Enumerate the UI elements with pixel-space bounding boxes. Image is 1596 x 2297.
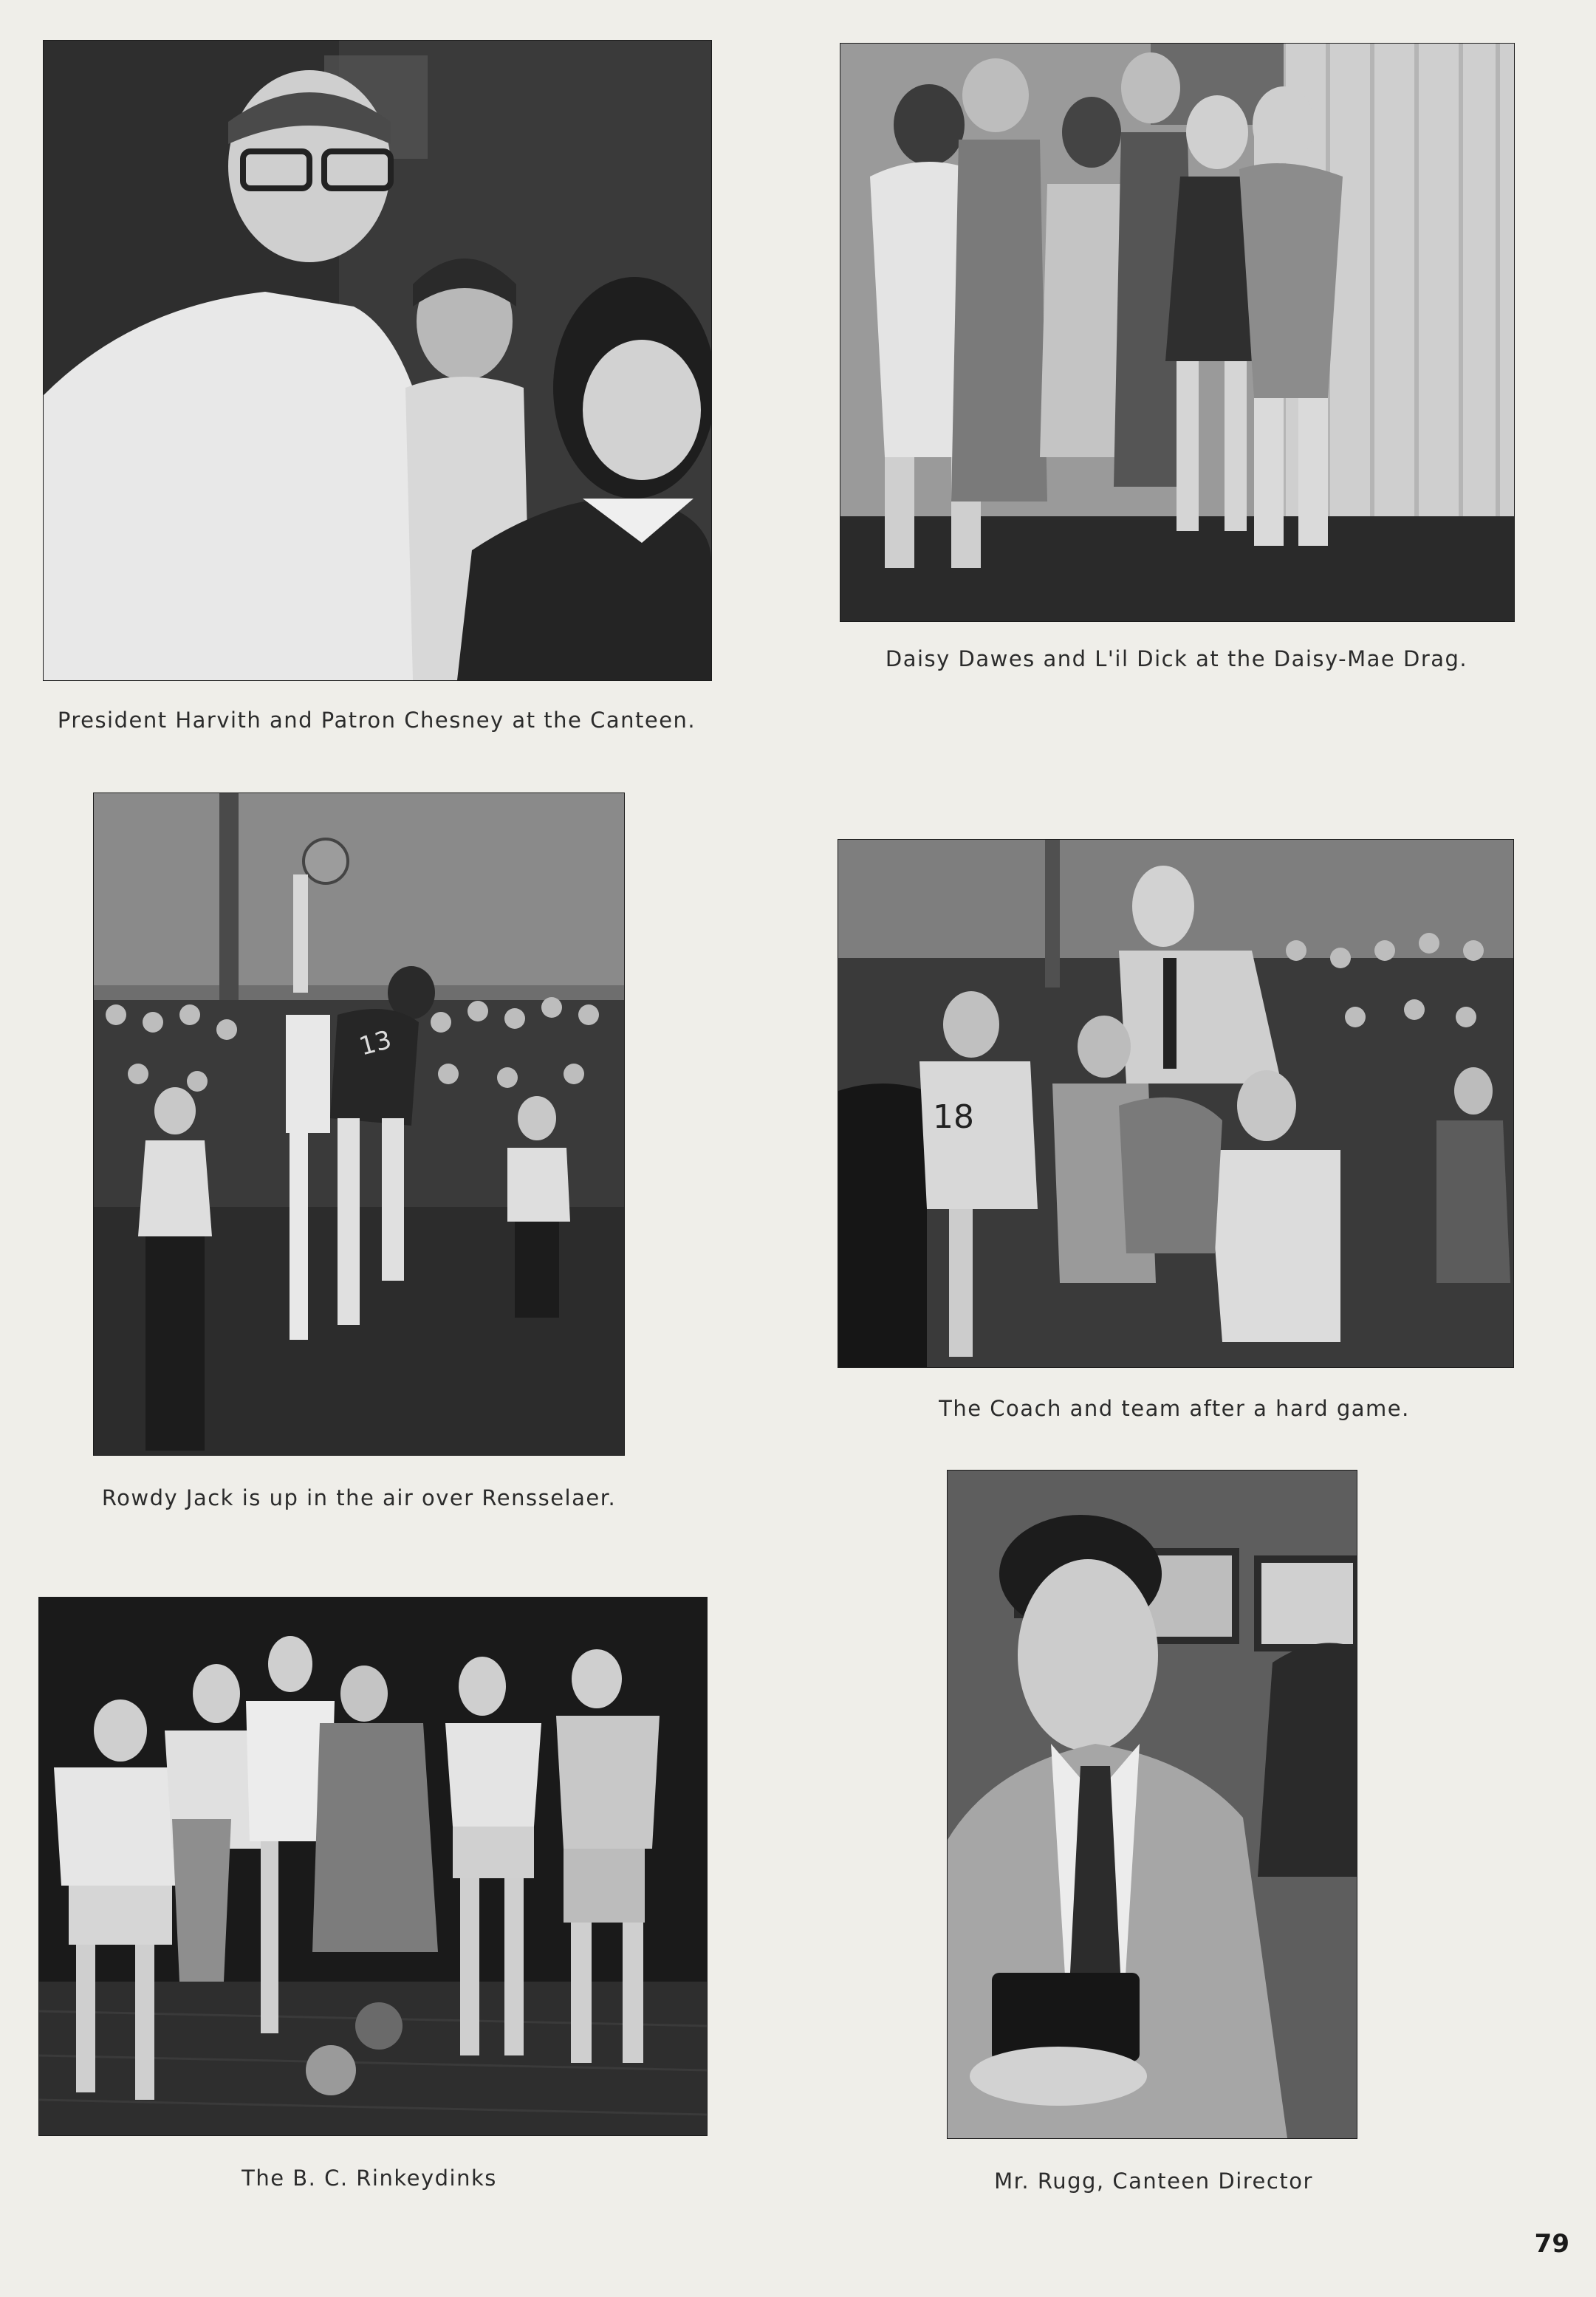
page-number: 79 bbox=[1534, 2229, 1569, 2259]
photo-daisy-mae-drag bbox=[840, 43, 1515, 622]
caption-coach-team: The Coach and team after a hard game. bbox=[939, 1396, 1410, 1421]
caption-canteen: President Harvith and Patron Chesney at the Canteen. bbox=[57, 708, 696, 733]
photo-canteen bbox=[43, 40, 712, 681]
caption-mr-rugg: Mr. Rugg, Canteen Director bbox=[994, 2168, 1313, 2194]
jersey-number-13: 13 bbox=[356, 1024, 395, 1062]
caption-daisy-mae-drag: Daisy Dawes and L'il Dick at the Daisy-Mae Drag. bbox=[885, 646, 1468, 671]
photo-rowdy-jack bbox=[93, 793, 625, 1456]
jersey-number-18: 18 bbox=[933, 1098, 974, 1136]
photo-coach-team bbox=[838, 839, 1514, 1368]
photo-rinkeydinks bbox=[38, 1597, 708, 2136]
caption-rowdy-jack: Rowdy Jack is up in the air over Rensselaer. bbox=[101, 1485, 617, 1510]
caption-rinkeydinks: The B. C. Rinkeydinks bbox=[242, 2166, 497, 2191]
photo-mr-rugg bbox=[947, 1470, 1357, 2139]
